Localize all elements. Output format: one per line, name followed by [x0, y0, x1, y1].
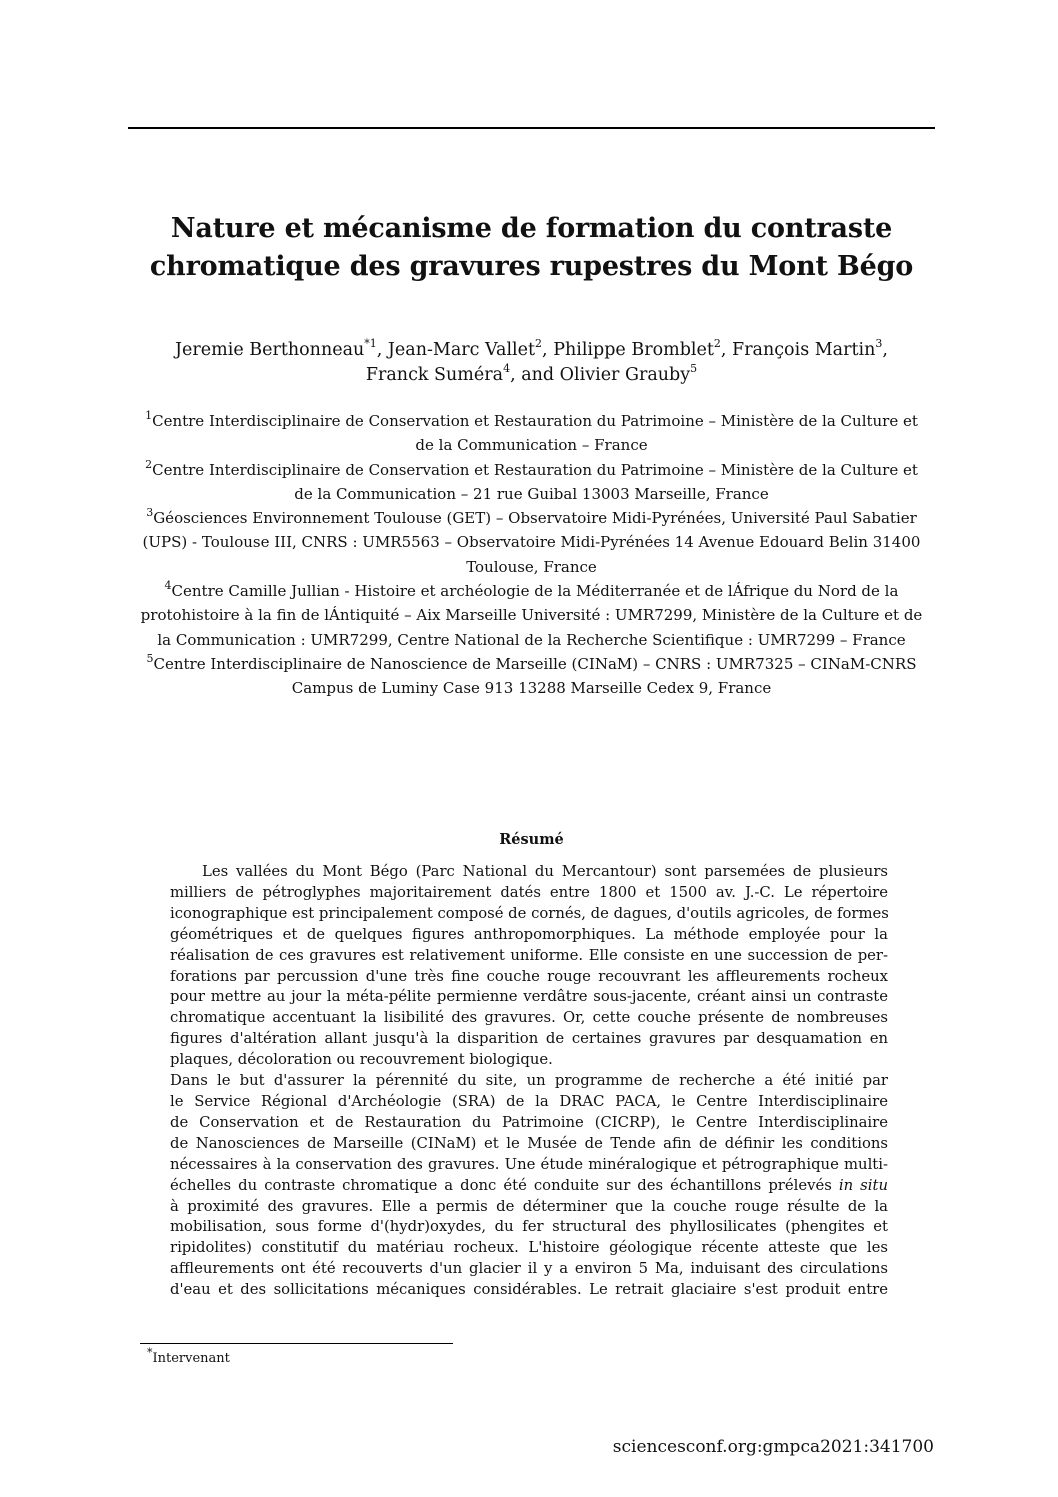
author-name: François Martin: [732, 340, 876, 360]
abstract-text: plaques, décoloration ou recouvrement biologique.: [170, 1051, 553, 1069]
abstract-line: [170, 925, 888, 946]
author-name: and Olivier Grauby: [521, 365, 691, 385]
abstract-text: chromatique accentuant la lisibilité des gravures. Or, cette couche présente de nombreuses: [170, 1009, 888, 1027]
author-affiliation-mark: 4: [503, 362, 511, 376]
abstract-line: [170, 904, 888, 925]
author-list: [128, 338, 935, 388]
affiliation-line: [128, 530, 935, 554]
abstract-text: figures d'altération allant jusqu'à la disparition de certaines gravures par desquamation en: [170, 1030, 888, 1048]
abstract-text: affleurements ont été recouverts d'un glacier il y a environ 5 Ma, induisant des circulations: [170, 1260, 888, 1278]
abstract-text: réalisation de ces gravures est relativement uniforme. Elle consiste en une succession de per-: [170, 946, 888, 964]
affiliation-line: [128, 433, 935, 457]
abstract-line: [170, 1197, 888, 1218]
affiliation-line: [128, 482, 935, 506]
affiliation-line: [128, 506, 935, 530]
affiliation-line: [128, 409, 935, 433]
affiliation-line: [128, 676, 935, 700]
abstract-text: pour mettre au jour la méta-pélite permienne verdâtre sous-jacente, créant ainsi un contraste: [170, 988, 888, 1006]
abstract-line: [170, 987, 888, 1008]
abstract-text: milliers de pétroglyphes majoritairement datés entre 1800 et 1500 av. J.-C. Le répertoire: [170, 883, 888, 901]
author-affiliation-mark: *1: [364, 337, 377, 351]
abstract-line: [170, 1050, 888, 1071]
affiliation-list: [128, 409, 935, 701]
affiliation-number: 2: [145, 457, 153, 471]
author-separator: ,: [882, 340, 888, 360]
title-line-1: Nature et mécanisme de formation du contraste: [170, 213, 893, 244]
footnote-rule: [140, 1343, 453, 1344]
abstract-text: d'eau et des sollicitations mécaniques considérables. Le retrait glaciaire s'est produit entre: [170, 1281, 888, 1299]
abstract-line: [170, 1092, 888, 1113]
abstract-line: [170, 1259, 888, 1280]
affiliation-line: [128, 579, 935, 603]
footnote-text: Intervenant: [152, 1351, 230, 1366]
footnote-mark: *: [147, 1345, 153, 1359]
abstract-text: Dans le but d'assurer la pérennité du site, un programme de recherche a été initié par: [170, 1072, 888, 1090]
affiliation-text: (UPS) - Toulouse III, CNRS : UMR5563 – Observatoire Midi-Pyrénées 14 Avenue Edouard Belin 31400: [142, 533, 921, 552]
affiliation-text: protohistoire à la fin de lÁntiquité – Aix Marseille Université : UMR7299, Ministère de la Culture et de: [140, 606, 923, 625]
abstract-line: [170, 883, 888, 904]
abstract-line: [170, 862, 888, 883]
abstract-body: [170, 862, 888, 1301]
author-name: Philippe Bromblet: [553, 340, 714, 360]
top-rule: [128, 127, 935, 129]
affiliation-line: [128, 555, 935, 579]
author-affiliation-mark: 2: [535, 337, 543, 351]
paper-title: [128, 210, 935, 286]
abstract-text: géométriques et de quelques figures anthropomorphiques. La méthode employée pour la: [170, 925, 888, 943]
author-line-2: [128, 363, 935, 388]
abstract-heading: Résumé: [499, 831, 564, 848]
abstract-line: [170, 1113, 888, 1134]
abstract-line: [170, 1238, 888, 1259]
title-line-2: chromatique des gravures rupestres du Mont Bégo: [149, 251, 914, 282]
abstract-text: forations par percussion d'une très fine couche rouge recouvrant les affleurements rocheux: [170, 967, 888, 985]
affiliation-text: Centre Interdisciplinaire de Conservation et Restauration du Patrimoine – Ministère de la Culture et: [152, 412, 918, 430]
abstract-text: ripidolites) constitutif du matériau rocheux. L'histoire géologique récente atteste que les: [170, 1239, 888, 1257]
footnote: [147, 1345, 230, 1368]
author-line-1: [128, 338, 935, 363]
author-name: Jean-Marc Vallet: [387, 340, 536, 360]
abstract-line: [170, 1134, 888, 1155]
affiliation-number: 5: [146, 651, 154, 665]
abstract-line: [170, 1071, 888, 1092]
author-separator: ,: [376, 340, 388, 360]
affiliation-text: Centre Interdisciplinaire de Conservation et Restauration du Patrimoine – Ministère de la Culture et: [152, 460, 918, 479]
abstract-text: nécessaires à la conservation des gravures. Une étude minéralogique et pétrographique multi-: [170, 1155, 888, 1173]
abstract-text: à proximité des gravures. Elle a permis de déterminer que la couche rouge résulte de la: [170, 1197, 888, 1215]
affiliation-text: Toulouse, France: [466, 557, 597, 576]
affiliation-line: [128, 628, 935, 652]
author-separator: ,: [510, 365, 522, 385]
author-affiliation-mark: 2: [713, 337, 721, 351]
abstract-text: de Nanosciences de Marseille (CINaM) et le Musée de Tende afin de définir les conditions: [170, 1134, 888, 1152]
author-name: Jeremie Berthonneau: [175, 340, 365, 360]
affiliation-text: de la Communication – France: [415, 436, 648, 455]
abstract-text: mobilisation, sous forme d'(hydr)oxydes, du fer structural des phyllosilicates (phengites et: [170, 1218, 888, 1236]
document-identifier: sciencesconf.org:gmpca2021:341700: [612, 1437, 934, 1457]
affiliation-text: Géosciences Environnement Toulouse (GET) – Observatoire Midi-Pyrénées, Université Paul Sabatier: [153, 509, 917, 528]
affiliation-number: 1: [145, 409, 153, 422]
author-name: Franck Suméra: [365, 365, 504, 385]
author-separator: ,: [720, 340, 733, 360]
abstract-text: iconographique est principalement composé de cornés, de dagues, d'outils agricoles, de formes: [170, 904, 889, 922]
abstract-line: [170, 1217, 888, 1238]
affiliation-number: 4: [164, 579, 172, 593]
abstract-text: le Service Régional d'Archéologie (SRA) de la DRAC PACA, le Centre Interdisciplinaire: [170, 1092, 888, 1110]
affiliation-text: Centre Interdisciplinaire de Nanoscience de Marseille (CINaM) – CNRS : UMR7325 – CINaM-CNRS: [153, 654, 917, 673]
affiliation-line: [128, 652, 935, 676]
abstract-line: [170, 1176, 888, 1197]
abstract-text: Les vallées du Mont Bégo (Parc National du Mercantour) sont parsemées de plusieurs: [202, 863, 888, 880]
abstract-line: [170, 1155, 888, 1176]
abstract-line: [170, 1008, 888, 1029]
affiliation-line: [128, 603, 935, 627]
abstract-text: de Conservation et de Restauration du Patrimoine (CICRP), le Centre Interdisciplinaire: [170, 1113, 888, 1131]
abstract-text: échelles du contraste chromatique a donc été conduite sur des échantillons prélevés: [170, 1176, 832, 1194]
affiliation-text: de la Communication – 21 rue Guibal 13003 Marseille, France: [294, 484, 769, 503]
abstract-line: [170, 1280, 888, 1301]
author-affiliation-mark: 3: [875, 337, 883, 351]
affiliation-text: la Communication : UMR7299, Centre National de la Recherche Scientifique : UMR7299 – France: [157, 630, 906, 649]
affiliation-number: 3: [146, 506, 154, 520]
abstract-line: [170, 946, 888, 967]
abstract-line: [170, 1029, 888, 1050]
abstract-line: [170, 967, 888, 988]
affiliation-line: [128, 458, 935, 482]
affiliation-text: Centre Camille Jullian - Histoire et archéologie de la Méditerranée et de lÁfrique du Nord de la: [171, 582, 899, 601]
abstract-italic-term: in situ: [838, 1176, 888, 1194]
author-affiliation-mark: 5: [690, 362, 698, 376]
affiliation-text: Campus de Luminy Case 913 13288 Marseille Cedex 9, France: [291, 679, 772, 698]
author-separator: ,: [542, 340, 554, 360]
